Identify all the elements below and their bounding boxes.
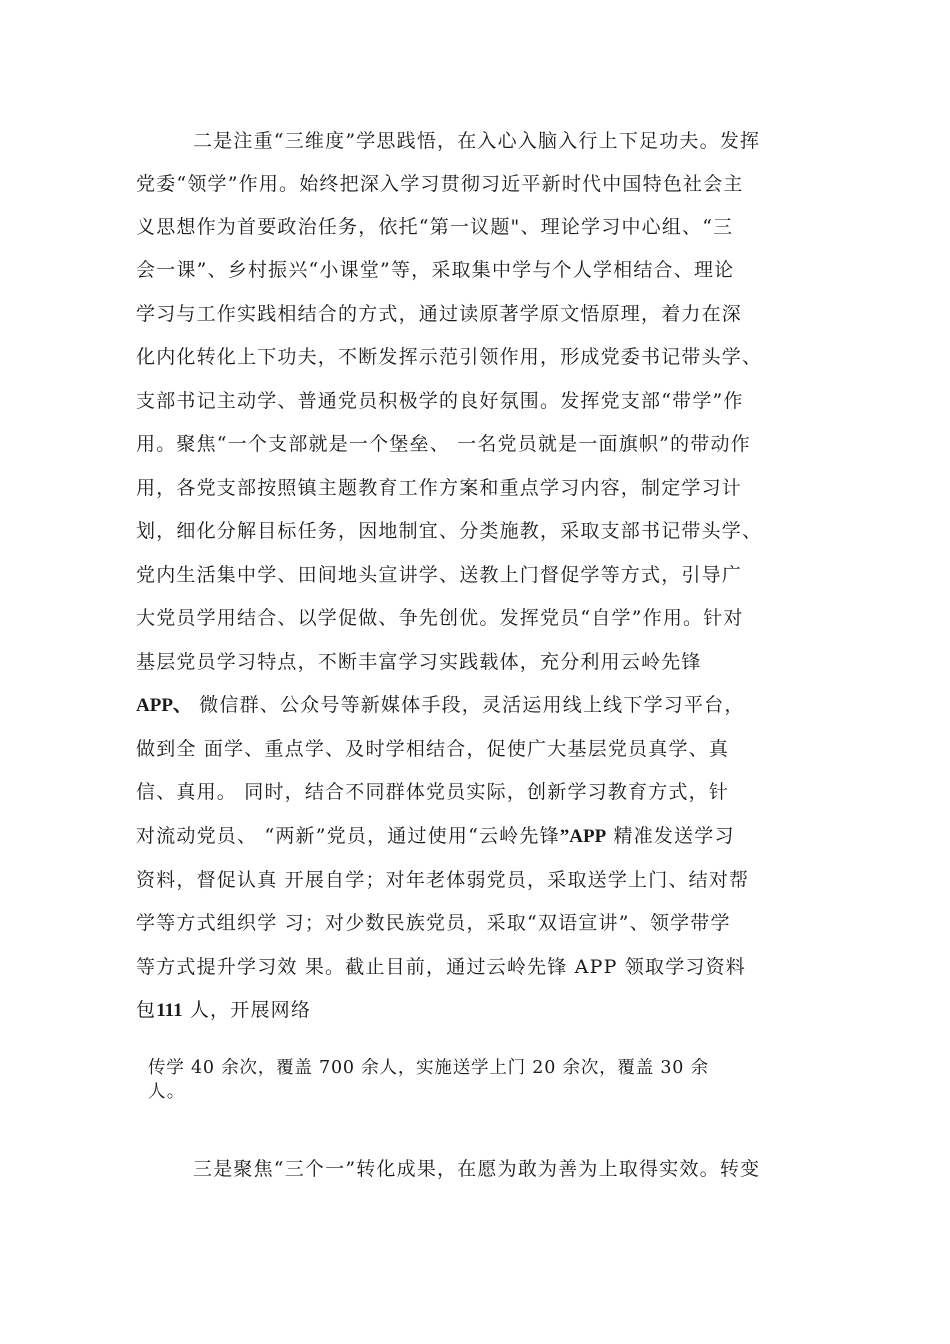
line-17-text-a: 对流动党员、 “两新”党员，通过使用“云岭先锋 (136, 825, 560, 847)
paragraph-1-line-12: 大党员学用结合、以学促做、争先创优。发挥党员“自学”作用。针对 (136, 607, 744, 629)
paragraph-1-line-18: 资料，督促认真 开展自学；对年老体弱党员，采取送学上门、结对帮 (136, 869, 750, 891)
line-21-text-b: 人，开展网络 (182, 999, 312, 1021)
paragraph-1-line-11: 党内生活集中学、田间地头宣讲学、送教上门督促学等方式，引导广 (136, 564, 743, 586)
paragraph-1-line-15: 做到全 面学、重点学、及时学相结合，促使广大基层党员真学、真 (136, 738, 730, 760)
paragraph-1-line-4: 会一课”、乡村振兴“小课堂”等，采取集中学与个人学相结合、理论 (136, 259, 735, 281)
paragraph-1-line-10: 划，细化分解目标任务，因地制宜、分类施教，采取支部书记带头学、 (136, 520, 763, 542)
paragraph-1-line-1: 二是注重“三维度”学思践悟，在入心入脑入行上下足功夫。发挥 (193, 130, 761, 152)
paragraph-1-line-19: 学等方式组织学 习；对少数民族党员，采取“双语宣讲”、领学带学 (136, 912, 731, 934)
count-111: 111 (156, 1000, 183, 1021)
line-21-text-a: 包 (136, 999, 157, 1021)
line-17-text-b: 精准发送学习 (606, 825, 735, 847)
paragraph-1-line-13: 基层党员学习特点，不断丰富学习实践载体，充分利用云岭先锋 (136, 651, 702, 673)
paragraph-1-line-7: 支部书记主动学、普通党员积极学的良好氛围。发挥党支部“带学”作 (136, 390, 744, 412)
paragraph-2-line-1: 三是聚焦“三个一”转化成果，在愿为敢为善为上取得实效。转变 (193, 1158, 761, 1180)
paragraph-1-line-20: 等方式提升学习效 果。截止目前，通过云岭先锋 APP 领取学习资料 (136, 956, 747, 978)
app-bold-text-2: ”APP (559, 826, 607, 847)
paragraph-1-line-14 (136, 693, 745, 718)
paragraph-1-line-17 (136, 824, 735, 849)
line-14-text: 微信群、公众号等新媒体手段，灵活运用线上线下学习平台， (191, 694, 745, 716)
paragraph-1-line-5: 学习与工作实践相结合的方式，通过读原著学原文悟原理，着力在深 (136, 303, 743, 325)
continuation-line-2: 人。 (148, 1082, 186, 1102)
paragraph-1-line-8: 用。聚焦“一个支部就是一个堡垒、 一名党员就是一面旗帜”的带动作 (136, 433, 751, 455)
paragraph-1-line-9: 用，各党支部按照镇主题教育工作方案和重点学习内容，制定学习计 (136, 477, 743, 499)
paragraph-1-line-3: 义思想作为首要政治任务，依托“第一议题"、理论学习中心组、“三 (136, 216, 734, 238)
paragraph-1-line-6: 化内化转化上下功夫，不断发挥示范引领作用，形成党委书记带头学、 (136, 346, 763, 368)
app-bold-text: APP、 (136, 695, 192, 716)
continuation-line-1: 传学 40 余次，覆盖 700 余人，实施送学上门 20 余次，覆盖 30 余 (148, 1058, 709, 1078)
paragraph-1-line-21 (136, 998, 311, 1023)
paragraph-1-line-16: 信、真用。 同时，结合不同群体党员实际，创新学习教育方式，针 (136, 781, 730, 803)
paragraph-1-line-2: 党委“领学”作用。始终把深入学习贯彻习近平新时代中国特色社会主 (136, 173, 744, 195)
